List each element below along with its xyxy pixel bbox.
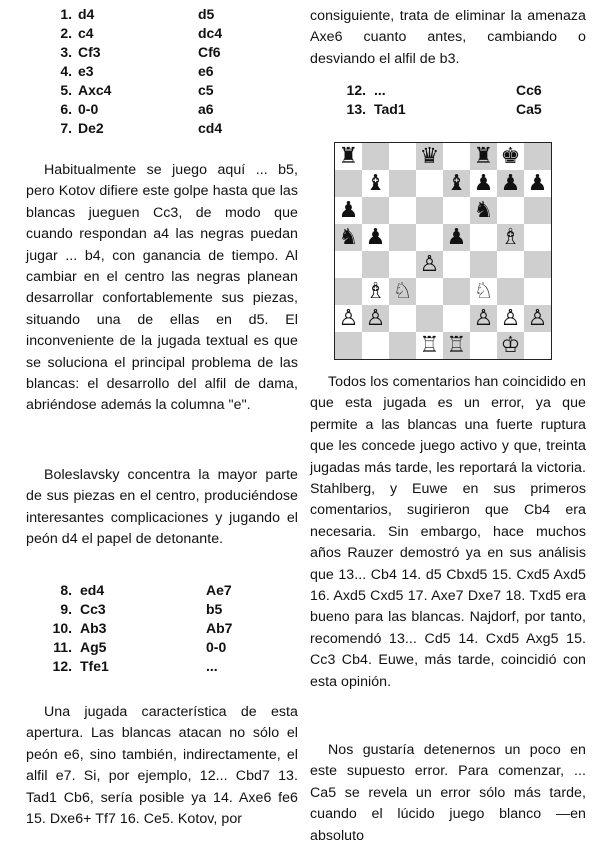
move-row — [46, 82, 256, 101]
white-move: Cf3 — [78, 44, 101, 60]
chess-piece-icon: ♝ — [443, 170, 470, 197]
board-square — [389, 197, 416, 224]
white-move: Tad1 — [374, 101, 406, 117]
chess-piece-icon: ♙ — [524, 305, 551, 332]
chess-piece-icon: ♟ — [524, 170, 551, 197]
white-move: Tfe1 — [80, 658, 109, 674]
move-number: 1. — [60, 6, 72, 22]
commentary-paragraph-b — [310, 740, 586, 847]
chess-piece-icon: ♗ — [362, 278, 389, 305]
black-move: ... — [206, 658, 218, 674]
chess-piece-icon: ♜ — [335, 143, 362, 170]
chess-piece-icon: ♙ — [362, 305, 389, 332]
board-square — [443, 143, 470, 170]
chess-piece-icon: ♖ — [443, 332, 470, 359]
chess-piece-icon: ♔ — [497, 332, 524, 359]
black-move: d5 — [198, 6, 215, 22]
black-move: Ab7 — [206, 620, 233, 636]
moves-table-12-13 — [340, 82, 550, 120]
black-move: Cf6 — [198, 44, 221, 60]
move-row — [46, 63, 256, 82]
move-number: 4. — [60, 63, 72, 79]
board-square — [362, 197, 389, 224]
board-square — [335, 278, 362, 305]
chess-piece-icon: ♟ — [443, 224, 470, 251]
board-square — [389, 251, 416, 278]
commentary-paragraph-1 — [26, 160, 298, 417]
chess-piece-icon: ♙ — [416, 251, 443, 278]
board-square — [470, 251, 497, 278]
board-square — [524, 251, 551, 278]
move-number: 12. — [346, 82, 366, 98]
black-move: 0-0 — [206, 639, 227, 655]
move-row — [340, 101, 550, 120]
move-number: 6. — [60, 101, 72, 117]
commentary-paragraph-3 — [26, 702, 298, 830]
white-move: d4 — [78, 6, 95, 22]
chess-piece-icon: ♜ — [470, 143, 497, 170]
board-square — [335, 170, 362, 197]
move-row — [46, 658, 266, 677]
board-square — [497, 197, 524, 224]
white-move: 0-0 — [78, 101, 99, 117]
black-move: b5 — [206, 601, 223, 617]
move-number: 12. — [52, 658, 72, 674]
board-square — [416, 197, 443, 224]
board-square — [524, 143, 551, 170]
black-move: Ca5 — [516, 101, 542, 117]
board-square — [362, 332, 389, 359]
white-move: Ag5 — [80, 639, 107, 655]
board-square — [416, 170, 443, 197]
board-square — [443, 197, 470, 224]
chess-piece-icon: ♙ — [470, 305, 497, 332]
board-square — [389, 305, 416, 332]
chess-piece-icon: ♟ — [362, 224, 389, 251]
white-move: c4 — [78, 25, 94, 41]
chess-piece-icon: ♟ — [470, 170, 497, 197]
paragraph-text: consiguiente, trata de eliminar la amenaza Axe6 cuanto antes, cambiando o desviando el alfil de b3. — [310, 8, 586, 67]
chess-piece-icon: ♘ — [389, 278, 416, 305]
chess-piece-icon: ♚ — [497, 143, 524, 170]
board-square — [443, 278, 470, 305]
chess-piece-icon: ♖ — [416, 332, 443, 359]
chess-piece-icon: ♝ — [362, 170, 389, 197]
board-square — [524, 278, 551, 305]
white-move: ed4 — [80, 582, 105, 598]
white-move: Axc4 — [78, 82, 112, 98]
white-move: De2 — [78, 120, 104, 136]
paragraph-text: Habitualmente se juego aquí ... b5, pero Kotov difiere este golpe hasta que las blancas jueguen Cc3, de modo que cuando respondan a4 las negras puedan jugar ... b4, con ganancia de tiempo. Al cambiar en el centro las negras planean desarrollar confortablemente sus piezas, situando una de ellas en d5. El inconveniente de la jugada textual es que se soluciona el principal problema de las blancas: el desarrollo del alfil de dama, abriéndose además la columna "e". — [26, 162, 298, 414]
board-square — [389, 224, 416, 251]
move-number: 11. — [53, 639, 72, 655]
board-square — [389, 332, 416, 359]
move-number: 2. — [60, 25, 72, 41]
chess-piece-icon: ♗ — [497, 224, 524, 251]
board-square — [470, 332, 497, 359]
move-row — [46, 120, 256, 139]
black-move: c5 — [198, 82, 214, 98]
board-square — [443, 305, 470, 332]
black-move: dc4 — [198, 25, 223, 41]
board-square — [362, 143, 389, 170]
move-number: 7. — [60, 120, 72, 136]
move-row — [46, 6, 256, 25]
move-row — [340, 82, 550, 101]
chess-diagram — [334, 142, 552, 360]
move-row — [46, 582, 266, 601]
board-square — [389, 170, 416, 197]
chess-piece-icon: ♟ — [497, 170, 524, 197]
board-square — [416, 305, 443, 332]
board-square — [389, 143, 416, 170]
chess-piece-icon: ♛ — [416, 143, 443, 170]
white-move: Ab3 — [80, 620, 107, 636]
move-number: 8. — [60, 582, 72, 598]
black-move: cd4 — [198, 120, 223, 136]
board-square — [416, 224, 443, 251]
board-square — [497, 251, 524, 278]
chess-piece-icon: ♙ — [497, 305, 524, 332]
black-move: Cc6 — [516, 82, 542, 98]
continuation-paragraph — [310, 6, 586, 70]
board-square — [497, 278, 524, 305]
black-move: a6 — [198, 101, 214, 117]
move-number: 13. — [346, 101, 366, 117]
chess-piece-icon: ♞ — [470, 197, 497, 224]
commentary-paragraph-a — [310, 372, 586, 693]
board-square — [470, 224, 497, 251]
commentary-paragraph-2 — [26, 465, 298, 551]
move-row — [46, 639, 266, 658]
paragraph-text: Una jugada característica de esta apertura. Las blancas atacan no sólo el peón e6, sino también, indirectamente, el alfil e7. Si, por ejemplo, 12... Cbd7 13. Tad1 Cb6, sería posible ya 14. Axe6 fe6 15. Dxe6+ Tf7 16. Ce5. Kotov, por — [26, 704, 298, 828]
move-row — [46, 101, 256, 120]
chess-piece-icon: ♘ — [470, 278, 497, 305]
move-number: 3. — [60, 44, 72, 60]
middle-moves-table — [46, 582, 266, 677]
move-number: 5. — [60, 82, 72, 98]
black-move: e6 — [198, 63, 214, 79]
move-row — [46, 44, 256, 63]
move-row — [46, 25, 256, 44]
board-square — [362, 251, 389, 278]
chess-piece-icon: ♙ — [335, 305, 362, 332]
move-row — [46, 601, 266, 620]
chess-piece-icon: ♟ — [335, 197, 362, 224]
paragraph-text: Boleslavsky concentra la mayor parte de sus piezas en el centro, produciéndose interesantes complicaciones y jugando el peón d4 el papel de detonante. — [26, 467, 298, 548]
board-square — [524, 197, 551, 224]
board-square — [416, 278, 443, 305]
white-move: Cc3 — [80, 601, 106, 617]
move-row — [46, 620, 266, 639]
chess-piece-icon: ♞ — [335, 224, 362, 251]
board-square — [335, 332, 362, 359]
paragraph-text: Todos los comentarios han coincidido en que esta jugada es un error, ya que permite a las blancas una fuerte ruptura que les concede juego activo y que, treinta jugadas más tarde, les reportará la victoria. Stahlberg, y Euwe en sus primeros comentarios, sugirieron que Cb4 era necesaria. Sin embargo, hace muchos años Rauzer demostró ya en sus análisis que 13... Cb4 14. d5 Cbxd5 15. Cxd5 Axd5 16. Axd5 Cxd5 17. Axe7 Dxe7 18. Txd5 era bueno para las blancas. Najdorf, por tanto, recomendó 13... Cd5 14. Cxd5 Axg5 15. Cc3 Cb4. Euwe, más tarde, coincidió con esta opinión. — [310, 374, 586, 690]
paragraph-text: Nos gustaría detenernos un poco en este supuesto error. Para comenzar, ... Ca5 se revela un error sólo más tarde, cuando el lúcido juego blanco —en absoluto — [310, 742, 586, 844]
board-square — [443, 251, 470, 278]
opening-moves-table — [46, 6, 256, 139]
move-number: 10. — [52, 620, 72, 636]
move-number: 9. — [60, 601, 72, 617]
white-move: ... — [374, 82, 386, 98]
white-move: e3 — [78, 63, 94, 79]
black-move: Ae7 — [206, 582, 232, 598]
board-square — [524, 224, 551, 251]
board-square — [335, 251, 362, 278]
board-square — [524, 332, 551, 359]
